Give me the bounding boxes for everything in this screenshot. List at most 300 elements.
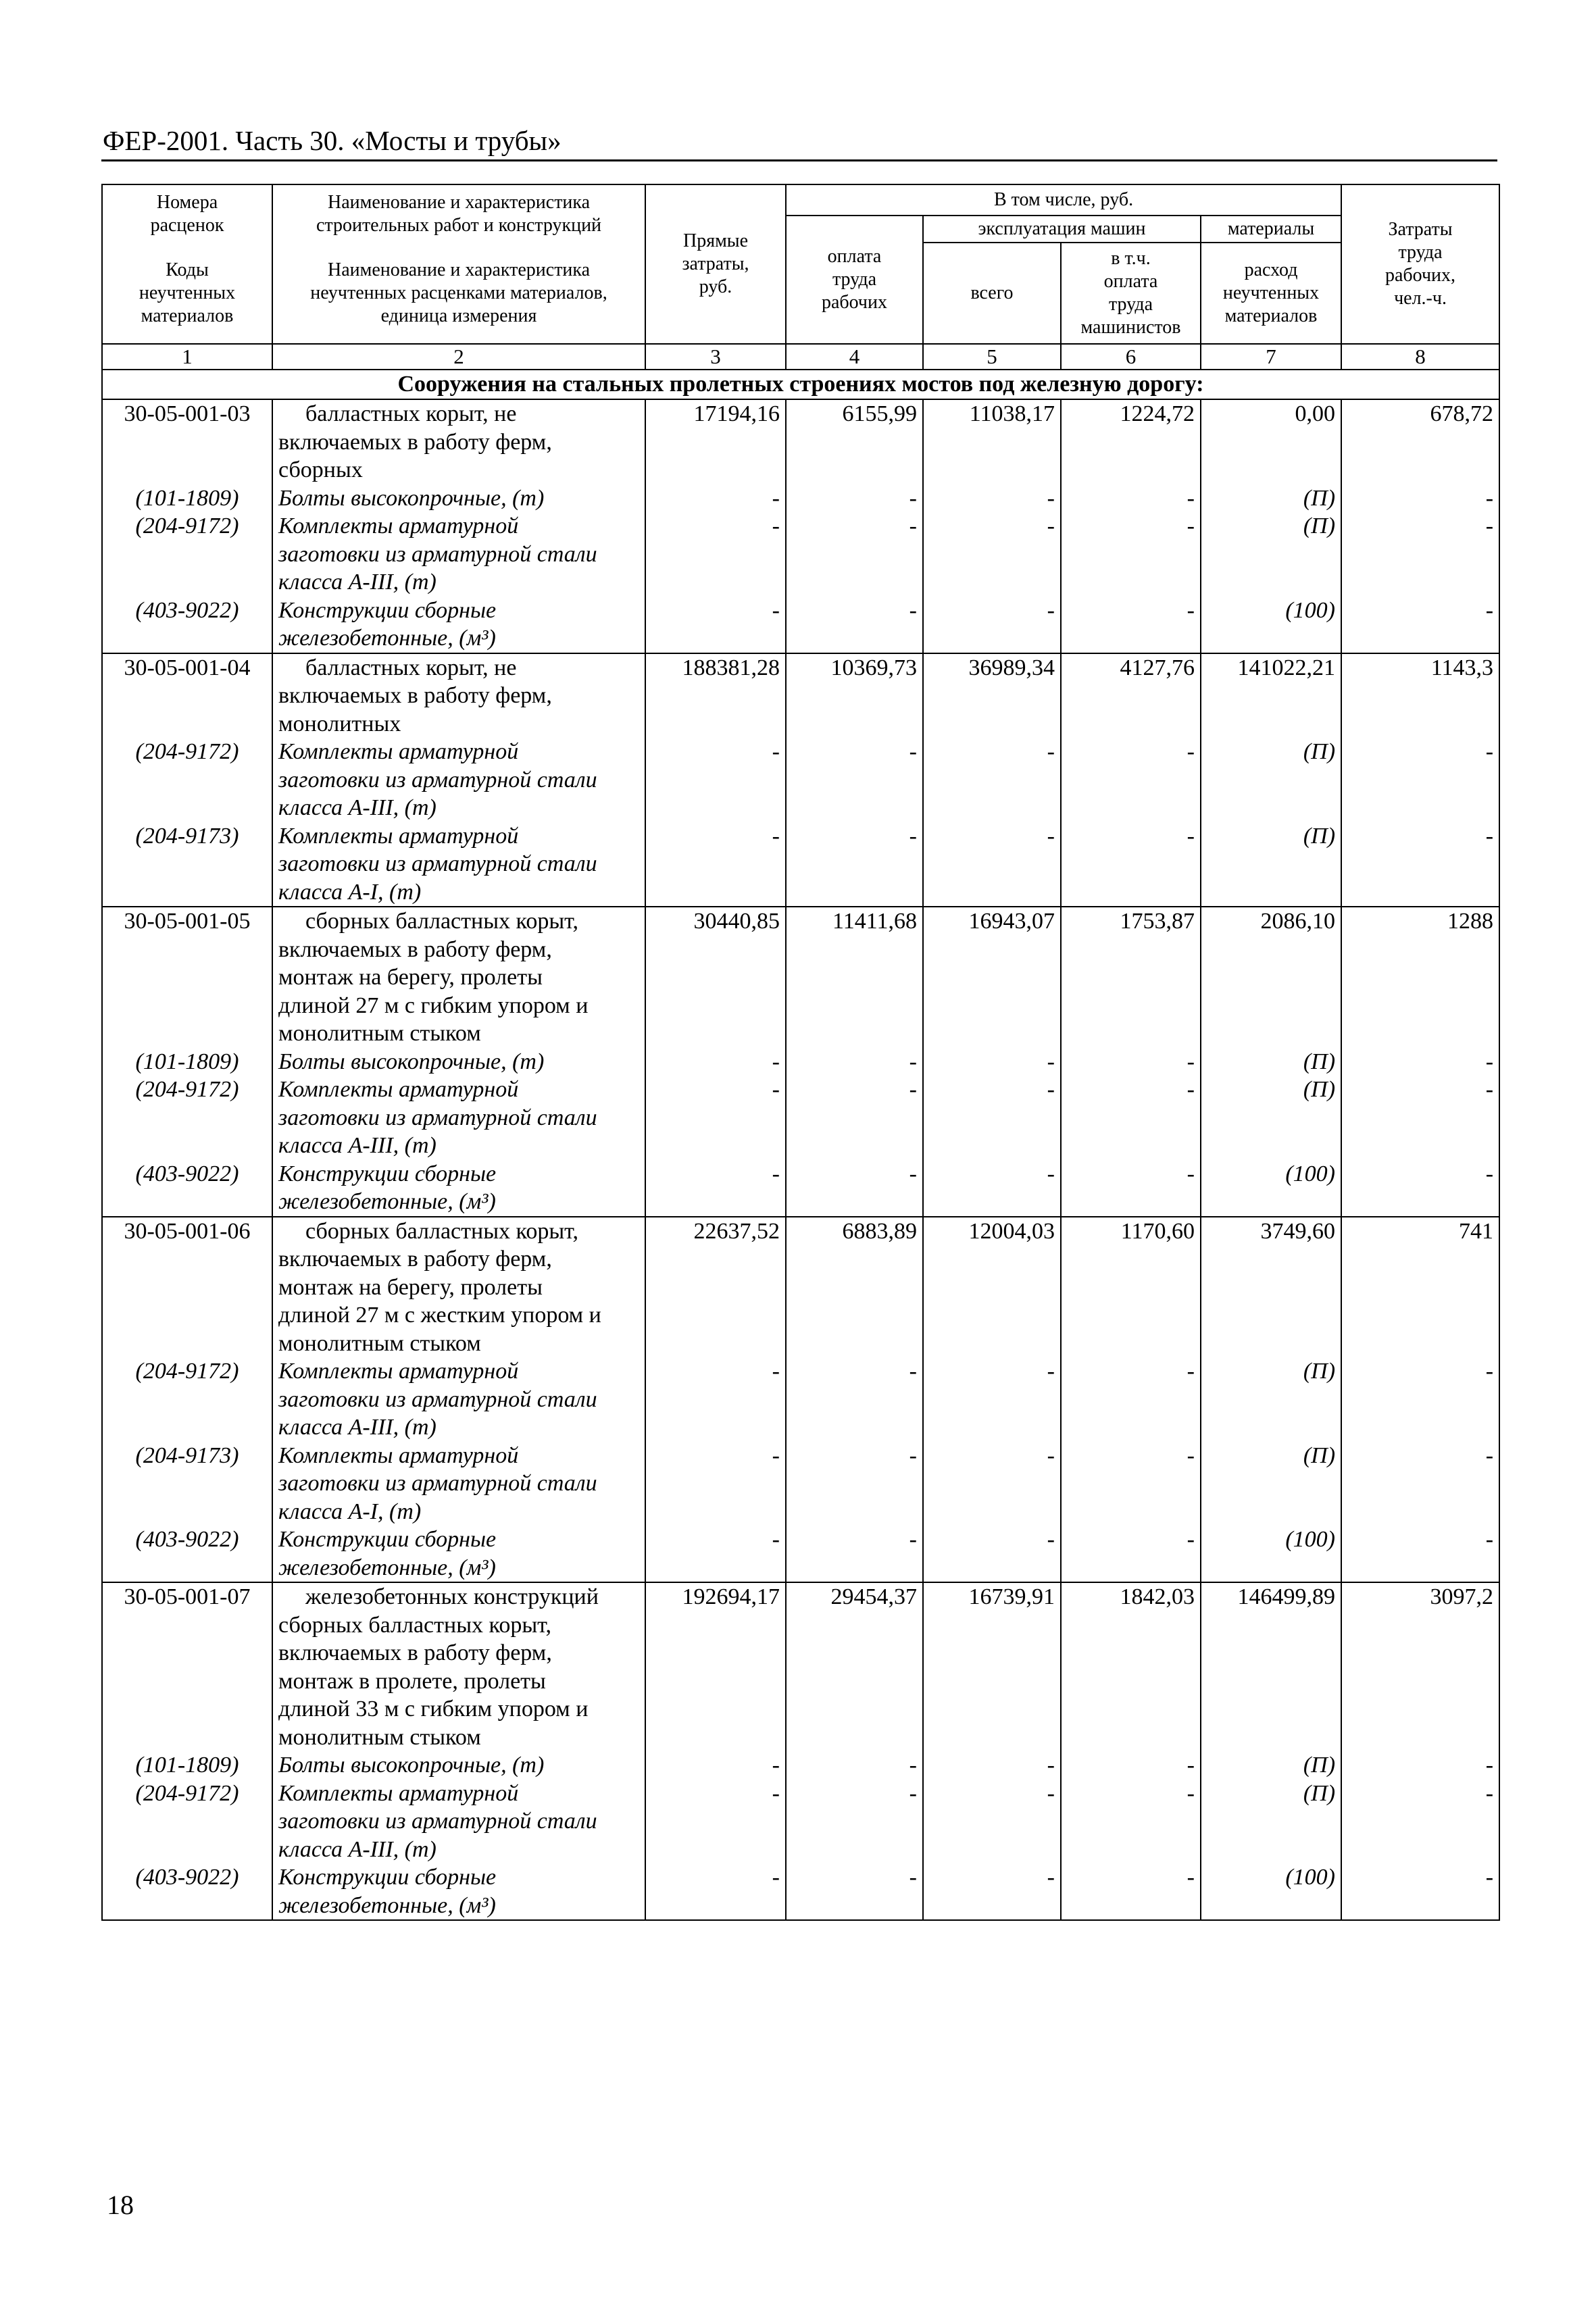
material-value: - bbox=[1187, 1527, 1195, 1552]
rate-description-line: монолитным стыком bbox=[278, 1330, 481, 1356]
value-materials: 3749,60 bbox=[1260, 1218, 1336, 1244]
material-value: - bbox=[909, 1527, 917, 1552]
blank-line bbox=[108, 766, 266, 795]
code-cell bbox=[102, 1582, 272, 1920]
material-code: (403-9022) bbox=[135, 1527, 239, 1552]
blank-line bbox=[792, 568, 917, 597]
blank-line bbox=[792, 1132, 917, 1160]
blank-line bbox=[929, 850, 1055, 878]
blank-line bbox=[929, 992, 1055, 1020]
blank-line bbox=[1067, 936, 1195, 964]
blank-line bbox=[651, 1020, 780, 1048]
blank-line bbox=[1207, 850, 1335, 878]
blank-line bbox=[929, 710, 1055, 738]
value-machines: 16739,91 bbox=[968, 1584, 1055, 1609]
material-value: - bbox=[909, 1442, 917, 1468]
material-value: - bbox=[1187, 513, 1195, 538]
col3-header-line: затраты, bbox=[682, 253, 749, 274]
blank-line bbox=[929, 1807, 1055, 1836]
col6-header bbox=[1061, 243, 1201, 344]
col8-header-line: Затраты bbox=[1388, 219, 1453, 240]
column-number: 4 bbox=[786, 344, 923, 370]
material-code: (204-9173) bbox=[135, 823, 239, 849]
blank-line bbox=[792, 1667, 917, 1696]
blank-line bbox=[1067, 878, 1195, 907]
material-value: - bbox=[1187, 485, 1195, 511]
blank-line bbox=[108, 1724, 266, 1752]
value-operators: 1842,03 bbox=[1120, 1584, 1195, 1609]
blank-line bbox=[1207, 540, 1335, 569]
blank-line bbox=[792, 1724, 917, 1752]
material-value: (П) bbox=[1303, 1049, 1336, 1074]
blank-line bbox=[1067, 1413, 1195, 1442]
description-cell bbox=[272, 653, 645, 907]
material-value: - bbox=[1187, 739, 1195, 764]
material-code: (204-9172) bbox=[135, 739, 239, 764]
blank-line bbox=[792, 850, 917, 878]
material-description-line: класса А-I, (т) bbox=[278, 879, 422, 905]
blank-line bbox=[651, 1667, 780, 1696]
blank-line bbox=[651, 1639, 780, 1667]
col6-header-line: машинистов bbox=[1080, 317, 1181, 338]
blank-line bbox=[929, 428, 1055, 457]
rate-description-line: длиной 33 м с гибким упором и bbox=[278, 1696, 589, 1721]
blank-line bbox=[651, 992, 780, 1020]
operators-cost-cell bbox=[1061, 907, 1201, 1217]
blank-line bbox=[792, 1639, 917, 1667]
code-cell bbox=[102, 399, 272, 653]
blank-line bbox=[651, 878, 780, 907]
col1-bottom-line: материалов bbox=[141, 305, 234, 326]
material-value: - bbox=[909, 597, 917, 623]
material-value: - bbox=[1485, 1359, 1494, 1384]
material-value: - bbox=[1047, 1753, 1055, 1778]
col2-bottom-line: единица измерения bbox=[380, 305, 537, 326]
material-description-line: железобетонные, (м³) bbox=[278, 1892, 496, 1918]
material-description-line: Комплекты арматурной bbox=[278, 513, 519, 538]
labor-hours-cell bbox=[1341, 399, 1499, 653]
col4-header-line: рабочих bbox=[821, 292, 887, 313]
blank-line bbox=[929, 1020, 1055, 1048]
blank-line bbox=[1347, 992, 1493, 1020]
blank-line bbox=[108, 682, 266, 710]
blank-line bbox=[792, 624, 917, 653]
machines-cost-cell bbox=[923, 1217, 1061, 1583]
labor-cost-cell bbox=[786, 907, 923, 1217]
blank-line bbox=[1067, 710, 1195, 738]
blank-line bbox=[929, 1245, 1055, 1274]
blank-line bbox=[1207, 794, 1335, 822]
blank-line bbox=[1207, 1724, 1335, 1752]
blank-line bbox=[1067, 766, 1195, 795]
blank-line bbox=[108, 1836, 266, 1864]
blank-line bbox=[108, 1330, 266, 1358]
material-value: - bbox=[772, 823, 780, 849]
blank-line bbox=[651, 1330, 780, 1358]
material-value: - bbox=[1485, 1780, 1494, 1806]
blank-line bbox=[108, 1469, 266, 1498]
blank-line bbox=[1207, 1188, 1335, 1216]
blank-line bbox=[792, 1611, 917, 1640]
col6-header-line: в т.ч. bbox=[1111, 248, 1151, 269]
material-value: - bbox=[1187, 1049, 1195, 1074]
blank-line bbox=[929, 794, 1055, 822]
col5-header: всего bbox=[923, 243, 1061, 344]
material-description-line: Болты высокопрочные, (т) bbox=[278, 1753, 545, 1778]
blank-line bbox=[108, 1498, 266, 1526]
value-hours: 741 bbox=[1459, 1218, 1494, 1244]
blank-line bbox=[792, 766, 917, 795]
blank-line bbox=[1067, 1020, 1195, 1048]
blank-line bbox=[929, 1132, 1055, 1160]
machines-cost-cell bbox=[923, 399, 1061, 653]
material-description-line: Комплекты арматурной bbox=[278, 1442, 519, 1468]
code-cell bbox=[102, 653, 272, 907]
table-row bbox=[102, 1217, 1499, 1583]
blank-line bbox=[1347, 1724, 1493, 1752]
blank-line bbox=[1207, 878, 1335, 907]
blank-line bbox=[929, 963, 1055, 992]
material-value: - bbox=[1485, 1161, 1494, 1186]
labor-cost-cell bbox=[786, 1217, 923, 1583]
blank-line bbox=[1067, 1724, 1195, 1752]
material-description-line: заготовки из арматурной стали bbox=[278, 1471, 597, 1496]
description-cell bbox=[272, 907, 645, 1217]
material-value: (100) bbox=[1285, 1161, 1336, 1186]
material-value: - bbox=[772, 1049, 780, 1074]
material-description-line: класса А-III, (т) bbox=[278, 570, 437, 595]
material-description-line: железобетонные, (м³) bbox=[278, 626, 496, 651]
material-code: (204-9172) bbox=[135, 513, 239, 538]
rate-code: 30-05-001-06 bbox=[124, 1218, 251, 1244]
blank-line bbox=[108, 1245, 266, 1274]
material-value: (П) bbox=[1303, 1442, 1336, 1468]
blank-line bbox=[1207, 1498, 1335, 1526]
blank-line bbox=[1347, 1639, 1493, 1667]
group-header: В том числе, руб. bbox=[786, 184, 1341, 216]
blank-line bbox=[651, 540, 780, 569]
blank-line bbox=[1207, 1639, 1335, 1667]
blank-line bbox=[108, 456, 266, 484]
column-number: 7 bbox=[1201, 344, 1341, 370]
blank-line bbox=[1207, 1104, 1335, 1132]
rate-description-line: монтаж в пролете, пролеты bbox=[278, 1668, 546, 1694]
blank-line bbox=[1347, 766, 1493, 795]
blank-line bbox=[108, 1104, 266, 1132]
blank-line bbox=[1347, 936, 1493, 964]
material-value: - bbox=[1047, 1161, 1055, 1186]
material-value: - bbox=[1187, 1780, 1195, 1806]
rate-description-line: включаемых в работу ферм, bbox=[278, 936, 552, 962]
col4-header-line: оплата bbox=[827, 246, 882, 267]
material-description-line: заготовки из арматурной стали bbox=[278, 851, 597, 876]
materials-cost-cell bbox=[1201, 1217, 1341, 1583]
material-code: (403-9022) bbox=[135, 1161, 239, 1186]
blank-line bbox=[108, 428, 266, 457]
blank-line bbox=[792, 794, 917, 822]
blank-line bbox=[1067, 1301, 1195, 1330]
blank-line bbox=[1347, 1554, 1493, 1582]
col8-header-line: рабочих, bbox=[1385, 265, 1456, 286]
rate-description-line: монтаж на берегу, пролеты bbox=[278, 965, 543, 990]
material-description-line: заготовки из арматурной стали bbox=[278, 541, 597, 567]
rate-description-line: сборных балластных корыт, bbox=[305, 909, 578, 934]
material-value: - bbox=[1047, 1780, 1055, 1806]
blank-line bbox=[108, 1639, 266, 1667]
rate-description-line: монтаж на берегу, пролеты bbox=[278, 1274, 543, 1300]
blank-line bbox=[651, 710, 780, 738]
material-description-line: заготовки из арматурной стали bbox=[278, 1105, 597, 1130]
blank-line bbox=[108, 710, 266, 738]
blank-line bbox=[651, 1695, 780, 1724]
material-value: - bbox=[1047, 485, 1055, 511]
blank-line bbox=[792, 1104, 917, 1132]
column-number: 1 bbox=[102, 344, 272, 370]
blank-line bbox=[1207, 1667, 1335, 1696]
blank-line bbox=[651, 1469, 780, 1498]
material-value: - bbox=[1187, 1442, 1195, 1468]
blank-line bbox=[1207, 1836, 1335, 1864]
blank-line bbox=[1347, 1667, 1493, 1696]
blank-line bbox=[1067, 1469, 1195, 1498]
machines-cost-cell bbox=[923, 907, 1061, 1217]
blank-line bbox=[651, 456, 780, 484]
col7-header-line: материалов bbox=[1224, 305, 1318, 326]
blank-line bbox=[108, 878, 266, 907]
material-value: - bbox=[909, 1865, 917, 1890]
blank-line bbox=[1207, 1413, 1335, 1442]
blank-line bbox=[1347, 540, 1493, 569]
blank-line bbox=[1067, 1667, 1195, 1696]
value-labor: 6155,99 bbox=[842, 401, 917, 426]
blank-line bbox=[651, 794, 780, 822]
material-description-line: Комплекты арматурной bbox=[278, 1780, 519, 1806]
blank-line bbox=[108, 1274, 266, 1302]
col7-header bbox=[1201, 243, 1341, 344]
value-direct: 192694,17 bbox=[682, 1584, 780, 1609]
material-description-line: Комплекты арматурной bbox=[278, 1359, 519, 1384]
materials-cost-cell bbox=[1201, 399, 1341, 653]
blank-line bbox=[792, 1554, 917, 1582]
blank-line bbox=[108, 1413, 266, 1442]
material-value: - bbox=[1485, 1527, 1494, 1552]
blank-line bbox=[651, 1892, 780, 1920]
value-hours: 3097,2 bbox=[1430, 1584, 1494, 1609]
material-value: - bbox=[1187, 823, 1195, 849]
material-value: - bbox=[909, 485, 917, 511]
blank-line bbox=[1067, 1188, 1195, 1216]
blank-line bbox=[929, 1554, 1055, 1582]
material-value: - bbox=[1047, 1865, 1055, 1890]
blank-line bbox=[1067, 1274, 1195, 1302]
material-value: (100) bbox=[1285, 1865, 1336, 1890]
blank-line bbox=[792, 1330, 917, 1358]
blank-line bbox=[1207, 1020, 1335, 1048]
blank-line bbox=[792, 1301, 917, 1330]
machines-header: эксплуатация машин bbox=[923, 216, 1201, 243]
material-value: (100) bbox=[1285, 597, 1336, 623]
material-description-line: Конструкции сборные bbox=[278, 1161, 497, 1186]
value-labor: 11411,68 bbox=[832, 909, 917, 934]
blank-line bbox=[792, 1245, 917, 1274]
direct-cost-cell bbox=[645, 653, 786, 907]
blank-line bbox=[792, 992, 917, 1020]
direct-cost-cell bbox=[645, 1217, 786, 1583]
blank-line bbox=[929, 456, 1055, 484]
rate-description-line: длиной 27 м с жестким упором и bbox=[278, 1303, 601, 1328]
blank-line bbox=[108, 1554, 266, 1582]
column-number: 3 bbox=[645, 344, 786, 370]
value-machines: 12004,03 bbox=[968, 1218, 1055, 1244]
labor-cost-cell bbox=[786, 653, 923, 907]
rate-code: 30-05-001-03 bbox=[124, 401, 251, 426]
column-number: 6 bbox=[1061, 344, 1201, 370]
column-number: 5 bbox=[923, 344, 1061, 370]
blank-line bbox=[1207, 1274, 1335, 1302]
col2-top-header bbox=[272, 184, 645, 243]
material-value: - bbox=[909, 1161, 917, 1186]
material-code: (101-1809) bbox=[135, 485, 239, 511]
blank-line bbox=[792, 1413, 917, 1442]
material-value: - bbox=[1485, 1077, 1494, 1102]
value-materials: 0,00 bbox=[1295, 401, 1336, 426]
blank-line bbox=[1067, 1554, 1195, 1582]
blank-line bbox=[1207, 1807, 1335, 1836]
material-value: - bbox=[1485, 1865, 1494, 1890]
material-description-line: заготовки из арматурной стали bbox=[278, 1809, 597, 1834]
blank-line bbox=[1347, 878, 1493, 907]
blank-line bbox=[792, 1807, 917, 1836]
rate-description-line: балластных корыт, не bbox=[305, 655, 517, 680]
blank-line bbox=[108, 1386, 266, 1414]
material-value: - bbox=[772, 1527, 780, 1552]
material-description-line: Конструкции сборные bbox=[278, 1527, 497, 1552]
material-value: - bbox=[772, 1077, 780, 1102]
material-value: - bbox=[1187, 1865, 1195, 1890]
blank-line bbox=[1207, 1554, 1335, 1582]
material-value: - bbox=[1047, 1527, 1055, 1552]
blank-line bbox=[1347, 1020, 1493, 1048]
material-value: (П) bbox=[1303, 1753, 1336, 1778]
material-value: - bbox=[909, 739, 917, 764]
blank-line bbox=[1347, 1611, 1493, 1640]
blank-line bbox=[108, 1188, 266, 1216]
rate-description-line: включаемых в работу ферм, bbox=[278, 1247, 552, 1272]
blank-line bbox=[651, 1807, 780, 1836]
labor-hours-cell bbox=[1341, 907, 1499, 1217]
blank-line bbox=[1347, 1498, 1493, 1526]
blank-line bbox=[792, 878, 917, 907]
blank-line bbox=[792, 1695, 917, 1724]
blank-line bbox=[1347, 1836, 1493, 1864]
col2-bottom-header bbox=[272, 243, 645, 344]
description-cell bbox=[272, 1582, 645, 1920]
operators-cost-cell bbox=[1061, 653, 1201, 907]
material-value: - bbox=[1485, 1049, 1494, 1074]
material-value: - bbox=[1485, 1753, 1494, 1778]
material-value: - bbox=[1485, 485, 1494, 511]
material-value: - bbox=[1187, 597, 1195, 623]
rate-description-line: включаемых в работу ферм, bbox=[278, 429, 552, 455]
material-code: (204-9172) bbox=[135, 1359, 239, 1384]
machines-cost-cell bbox=[923, 1582, 1061, 1920]
blank-line bbox=[1067, 1695, 1195, 1724]
blank-line bbox=[929, 1639, 1055, 1667]
material-description-line: Болты высокопрочные, (т) bbox=[278, 1049, 545, 1074]
material-value: - bbox=[909, 1359, 917, 1384]
labor-hours-cell bbox=[1341, 1582, 1499, 1920]
blank-line bbox=[651, 1611, 780, 1640]
blank-line bbox=[1347, 682, 1493, 710]
blank-line bbox=[1067, 456, 1195, 484]
materials-cost-cell bbox=[1201, 653, 1341, 907]
code-cell bbox=[102, 1217, 272, 1583]
material-value: - bbox=[1485, 823, 1494, 849]
blank-line bbox=[1207, 710, 1335, 738]
rate-description-line: включаемых в работу ферм, bbox=[278, 1640, 552, 1665]
material-description-line: класса А-III, (т) bbox=[278, 1415, 437, 1440]
blank-line bbox=[651, 1554, 780, 1582]
material-value: (П) bbox=[1303, 1077, 1336, 1102]
col6-header-line: труда bbox=[1108, 294, 1153, 315]
col1-top-line: Номера bbox=[156, 191, 218, 213]
blank-line bbox=[792, 1469, 917, 1498]
blank-line bbox=[1347, 1695, 1493, 1724]
blank-line bbox=[792, 682, 917, 710]
blank-line bbox=[1207, 1892, 1335, 1920]
running-header: ФЕР-2001. Часть 30. «Мосты и трубы» bbox=[103, 125, 562, 156]
material-value: - bbox=[1047, 823, 1055, 849]
blank-line bbox=[108, 1132, 266, 1160]
value-direct: 17194,16 bbox=[693, 401, 780, 426]
blank-line bbox=[1207, 428, 1335, 457]
blank-line bbox=[929, 540, 1055, 569]
material-value: - bbox=[772, 1753, 780, 1778]
blank-line bbox=[1067, 1807, 1195, 1836]
blank-line bbox=[108, 936, 266, 964]
material-description-line: класса А-III, (т) bbox=[278, 795, 437, 820]
material-description-line: Болты высокопрочные, (т) bbox=[278, 485, 545, 511]
material-value: - bbox=[1047, 1077, 1055, 1102]
blank-line bbox=[929, 1469, 1055, 1498]
blank-line bbox=[1207, 1330, 1335, 1358]
direct-cost-cell bbox=[645, 907, 786, 1217]
blank-line bbox=[651, 936, 780, 964]
material-value: - bbox=[772, 485, 780, 511]
material-value: - bbox=[909, 1753, 917, 1778]
value-hours: 1143,3 bbox=[1430, 655, 1494, 680]
material-value: - bbox=[1187, 1359, 1195, 1384]
blank-line bbox=[1207, 963, 1335, 992]
operators-cost-cell bbox=[1061, 399, 1201, 653]
col1-bottom-line: неучтенных bbox=[139, 282, 236, 303]
material-description-line: заготовки из арматурной стали bbox=[278, 1386, 597, 1412]
blank-line bbox=[1347, 1330, 1493, 1358]
blank-line bbox=[1067, 992, 1195, 1020]
blank-line bbox=[651, 1188, 780, 1216]
material-description-line: Конструкции сборные bbox=[278, 1865, 497, 1890]
value-materials: 141022,21 bbox=[1237, 655, 1336, 680]
blank-line bbox=[1067, 624, 1195, 653]
blank-line bbox=[108, 540, 266, 569]
blank-line bbox=[108, 992, 266, 1020]
material-value: - bbox=[1485, 597, 1494, 623]
blank-line bbox=[1067, 1132, 1195, 1160]
blank-line bbox=[1347, 1104, 1493, 1132]
blank-line bbox=[1207, 1611, 1335, 1640]
rate-description-line: сборных балластных корыт, bbox=[305, 1218, 578, 1244]
operators-cost-cell bbox=[1061, 1217, 1201, 1583]
